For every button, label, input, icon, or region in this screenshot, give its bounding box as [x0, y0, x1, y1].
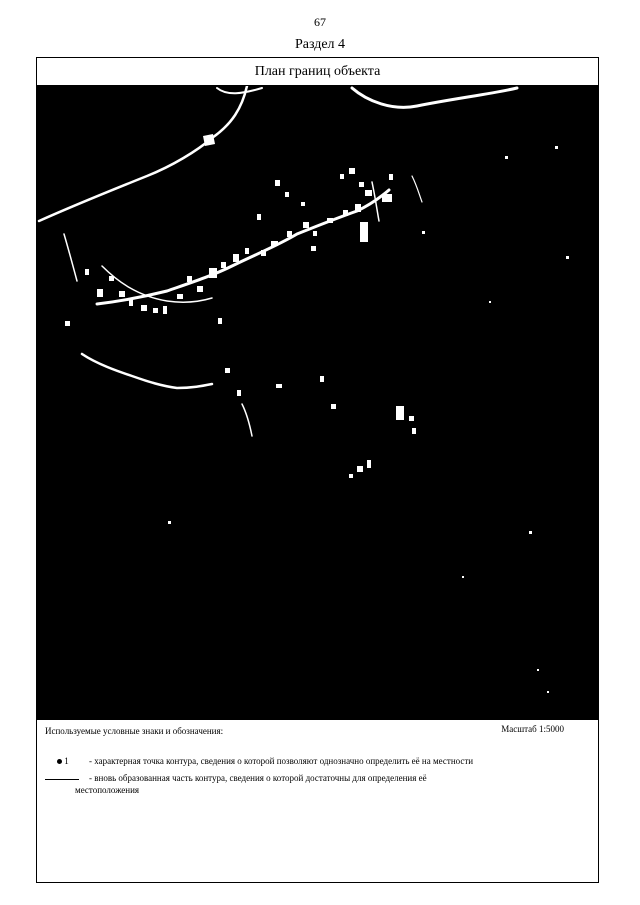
- map-image: [37, 86, 598, 719]
- contour-line-icon: [45, 779, 79, 780]
- legend-heading: Используемые условные знаки и обозначения:: [45, 726, 224, 736]
- legend-area: [37, 719, 598, 883]
- legend-point-row: [57, 756, 69, 766]
- section-title: Раздел 4: [294, 37, 346, 52]
- legend-line-text-1: - вновь образованная часть контура, сведения о которой достаточны для определения её: [89, 773, 427, 783]
- legend-point-label: 1: [64, 756, 69, 766]
- scale-label: Масштаб 1:5000: [501, 724, 564, 734]
- contour-point-icon: [57, 759, 62, 764]
- legend-line-text-2: местоположения: [75, 785, 140, 795]
- legend-point-text: - характерная точка контура, сведения о которой позволяют однозначно определить её на местности: [89, 756, 474, 766]
- page-number: 67: [314, 15, 326, 29]
- satellite-map-svg: [37, 86, 598, 719]
- plan-title: План границ объекта: [37, 58, 598, 86]
- document-frame: [36, 57, 599, 883]
